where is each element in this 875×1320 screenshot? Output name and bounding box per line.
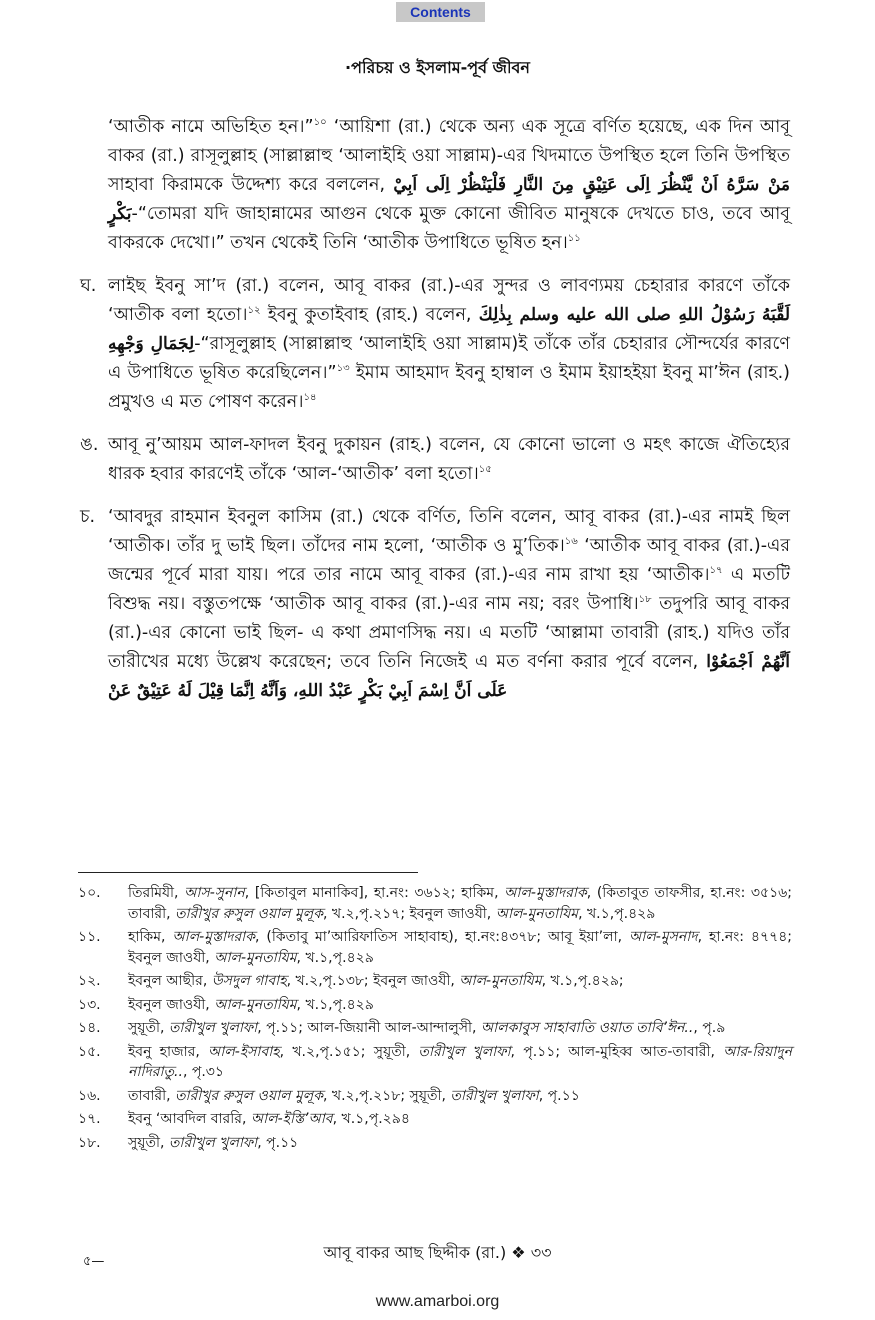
fn-text: সুয়ূতী,: [128, 1020, 169, 1036]
fn-text: , পৃ.১১: [538, 1087, 580, 1104]
footnote-number: ১০.: [78, 885, 101, 901]
fn-title: তারীখুর রুসুল ওয়াল মুলূক: [175, 1087, 324, 1104]
fn-title: আল-মুনতাযিম: [459, 973, 542, 989]
footnote-13: [78, 995, 792, 1016]
fn-text: ইবনু হাজার,: [128, 1043, 209, 1060]
footnote-ref[interactable]: ১২: [247, 305, 261, 317]
footnotes-list: [78, 883, 792, 1156]
fn-text: তাবারী,: [128, 1087, 176, 1104]
fn-text: , [কিতাবুল মানাকিব], হা.নং: ৩৬১২; হাকিম,: [244, 885, 505, 901]
text-run: -“তোমরা যদি জাহান্নামের আগুন থেকে মুক্ত কোনো জীবিত মানুষকে দেখতে চাও, তবে আবূ বাকরকে দেখো।” তখন থেকেই তিনি ‘আতীক উপাধিতে ভূষিত হন।: [108, 204, 790, 253]
footnote-17: [78, 1109, 792, 1130]
text-run: এ মতটি বিশুদ্ধ নয়। বস্তুতপক্ষে ‘আতীক আবূ বাকর (রা.)-এর নাম নয়; বরং উপাধি।: [108, 565, 790, 614]
fn-title: উসদুল গাবাহ: [211, 973, 287, 989]
fn-text: , খ.২,পৃ.১৩৮; ইবনুল জাওযী,: [286, 973, 460, 989]
fn-title: আল-মুনতাযিম: [495, 905, 579, 922]
point-marker: চ.: [80, 507, 96, 527]
fn-title: আল-মুনতাযিম: [214, 949, 297, 966]
numbered-points: [80, 272, 791, 706]
footnote-ref[interactable]: ১৪: [303, 392, 317, 404]
fn-text: ইবনুল আছীর,: [128, 973, 212, 989]
arabic-quote: لَقَّبَهُ رَسُوْلُ اللهِ صلى الله عليه وسلم بِذٰلِكَ لِجَمَالِ وَجْهِهِ: [108, 305, 791, 354]
fn-title: তারীখুল খুলাফা: [168, 1134, 258, 1151]
footnote-ref[interactable]: ১৩: [336, 363, 350, 375]
fn-title: তারীখুর রুসুল ওয়াল মুলূক: [175, 905, 324, 922]
fn-title: তারীখুল খুলাফা: [450, 1087, 539, 1104]
fn-text: , (কিতাবু মা’আরিফাতিস সাহাবাহ), হা.নং:৪৩৭৮; আবূ ইয়া’লা,: [255, 929, 630, 945]
footnote-15: [78, 1042, 792, 1083]
fn-title: আল-মুস্তাদরাক: [172, 929, 256, 945]
text-run: তদুপরি আবূ বাকর (রা.)-এর কোনো ভাই ছিল- এ কথা প্রমাণসিদ্ধ নয়। এ মতটি ‘আল্লামা তাবারী (রাহ.) যদিও তাঁর তারীখের মধ্যে উল্লেখ করেছেন; তবে তিনি নিজেই এ মত বর্ণনা করার পূর্বে বলেন,: [108, 594, 790, 672]
fn-text: , পৃ.১১: [257, 1134, 299, 1151]
footnote-12: [78, 971, 792, 992]
fn-text: , খ.২,পৃ.১৫১; সুয়ূতী,: [279, 1043, 419, 1060]
text-run: লাইছ ইবনু সা’দ (রা.) বলেন, আবূ বাকর (রা.)-এর সুন্দর ও লাবণ্যময় চেহারার কারণে তাঁকে ‘আতীক বলা হতো।: [108, 276, 790, 325]
point-gha: [80, 272, 791, 417]
footnote-ref[interactable]: ১১: [567, 233, 581, 245]
footnote-14: [78, 1018, 792, 1039]
point-marker: ঘ.: [80, 276, 97, 296]
footnote-18: [78, 1133, 792, 1154]
chapter-title: ·পরিচয় ও ইসলাম-পূর্ব জীবন: [345, 58, 530, 77]
footnote-ref[interactable]: ১৬: [564, 536, 578, 548]
fn-title: আলকাবুস সাহাবাতি ওয়াত তাবি’ঈন..: [480, 1020, 694, 1036]
fn-text: , (কিতাবুত তাফসীর, হা.নং: ৩৫১৬; তাবারী,: [128, 885, 792, 922]
text-run: ‘আবদুর রাহমান ইবনুল কাসিম (রা.) থেকে বর্ণিত, তিনি বলেন, আবূ বাকর (রা.)-এর নামই ছিল ‘আতীক। তাঁর দু ভাই ছিল। তাঁদের নাম হলো, ‘আতীক ও মু’তিক।: [108, 507, 790, 556]
running-footer: আবূ বাকর আছ ছিদ্দীক (রা.) ❖ ৩৩: [323, 1243, 552, 1262]
footnote-number: ১৫.: [78, 1043, 101, 1060]
fn-text: , খ.২,পৃ.২১৮; সুয়ূতী,: [323, 1087, 451, 1104]
fn-text: , খ.১,পৃ.৪২৯: [296, 996, 374, 1013]
fn-title: আস-সুনান: [184, 885, 245, 901]
fn-text: , পৃ.৯: [693, 1020, 726, 1036]
footnote-16: [78, 1086, 792, 1107]
fn-text: হাকিম,: [128, 929, 173, 945]
fn-title: আল-ইস্তি’আব: [250, 1111, 333, 1127]
footnote-ref[interactable]: ১৮: [638, 594, 652, 606]
text-run: ‘আতীক আবূ বাকর (রা.)-এর জন্মের পূর্বে মারা যায়। পরে তার নামে আবূ বাকর (রা.)-এর নাম রাখা হয় ‘আতীক।: [108, 536, 790, 585]
fn-text: , পৃ.১১; আল-মুহিব্ব আত-তাবারী,: [510, 1043, 724, 1060]
point-nga: [80, 431, 790, 489]
footnote-number: ১৩.: [78, 996, 101, 1013]
text-run: আবূ নু’আয়ম আল-ফাদল ইবনু দুকায়ন (রাহ.) বলেন, যে কোনো ভালো ও মহৎ কাজে ঐতিহ্যের ধারক হবার কারণেই তাঁকে ‘আল-‘আতীক’ বলা হতো।: [108, 435, 790, 484]
text-run: ‘আতীক নামে অভিহিত হন।”: [108, 117, 314, 137]
footnote-ref[interactable]: ১০: [313, 117, 327, 129]
fn-text: , হা.নং: ৪৭৭৪; ইবনুল জাওযী,: [128, 929, 793, 966]
fn-text: , খ.১,পৃ.৪২৯;: [541, 973, 624, 989]
text-run: ইমাম আহমাদ ইবনু হাম্বাল ও ইমাম ইয়াহইয়া ইবনু মা’ঈন (রাহ.) প্রমুখও এ মত পোষণ করেন।: [108, 363, 790, 412]
footnote-number: ১৬.: [78, 1087, 101, 1104]
fn-text: সুয়ূতী,: [128, 1134, 169, 1151]
footnote-number: ১৮.: [78, 1134, 101, 1151]
footnote-number: ১২.: [78, 973, 101, 989]
intro-paragraph: [108, 113, 790, 258]
fn-title: তারীখুল খুলাফা: [418, 1043, 511, 1060]
main-text: [80, 113, 791, 720]
fn-text: , খ.১,পৃ.৪২৯: [578, 905, 656, 922]
fn-title: তারীখুল খুলাফা: [168, 1020, 258, 1036]
footnote-number: ১১.: [78, 929, 101, 945]
contents-button[interactable]: Contents: [396, 2, 485, 22]
fn-text: , পৃ.১১; আল-জিয়ানী আল-আন্দালুসী,: [257, 1020, 481, 1036]
fn-title: আল-মুনতাযিম: [214, 996, 297, 1013]
footnote-ref[interactable]: ১৫: [478, 464, 492, 476]
footnote-divider: [78, 872, 418, 873]
fn-title: আর-রিয়াদুন নাদিরাতু..: [128, 1043, 792, 1080]
fn-text: , খ.১,পৃ.২৯৪: [332, 1111, 410, 1127]
fn-title: আল-মুসনাদ: [629, 929, 698, 945]
text-run: -“রাসূলুল্লাহ (সাল্লাল্লাহু ‘আলাইহি ওয়া সাল্লাম)ই তাঁকে তাঁর চেহারার সৌন্দর্যের কারণে এ উপাধিতে ভূষিত করেছিলেন।”: [108, 334, 790, 383]
fn-text: , খ.২,পৃ.২১৭; ইবনুল জাওযী,: [323, 905, 496, 922]
footnote-number: ১৭.: [78, 1111, 101, 1127]
fn-text: ইবনু ‘আবদিল বাররি,: [128, 1111, 251, 1127]
point-cha: [80, 503, 790, 706]
signature-mark: ৫—: [83, 1254, 105, 1269]
fn-text: , খ.১,পৃ.৪২৯: [296, 949, 374, 966]
fn-text: , পৃ.৩১: [182, 1064, 224, 1080]
arabic-quote: مَنْ سَرَّهُ اَنْ يَّنْظُرَ اِلَى عَتِيْقٍ مِنَ النَّارِ فَلْيَنْظُرْ اِلَى اَبِيْ بَكْرٍ: [108, 175, 790, 224]
text-run: ‘আয়িশা (রা.) থেকে অন্য এক সূত্রে বর্ণিত হয়েছে, এক দিন আবূ বাকর (রা.) রাসূলুল্লাহ (সাল্লাল্লাহু ‘আলাইহি ওয়া সাল্লাম)-এর খিদমাতে উপস্থিত হলে তিনি উপস্থিত সাহাবা কিরামকে উদ্দেশ্য করে বললেন,: [108, 117, 790, 195]
footnote-number: ১৪.: [78, 1020, 101, 1036]
footnote-11: [78, 927, 792, 968]
arabic-quote: اَنَّهُمْ اَجْمَعُوْا عَلَى اَنَّ اِسْمَ اَبِيْ بَكْرٍ عَبْدُ اللهِ، وَاَنَّهُ اِنَّمَا قِيْلَ لَهُ عَتِيْقٌ عَنْ: [108, 652, 790, 701]
fn-title: আল-মুস্তাদরাক: [504, 885, 587, 901]
footnote-10: [78, 883, 792, 924]
website-link[interactable]: www.amarboi.org: [375, 1293, 500, 1310]
point-marker: ঙ.: [80, 435, 99, 455]
fn-text: ইবনুল জাওযী,: [128, 996, 215, 1013]
footnote-ref[interactable]: ১৭: [709, 565, 723, 577]
text-run: ইবনু কুতাইবাহ (রাহ.) বলেন,: [260, 305, 479, 325]
fn-text: তিরমিযী,: [128, 885, 185, 901]
fn-title: আল-ইসাবাহ: [208, 1043, 280, 1060]
